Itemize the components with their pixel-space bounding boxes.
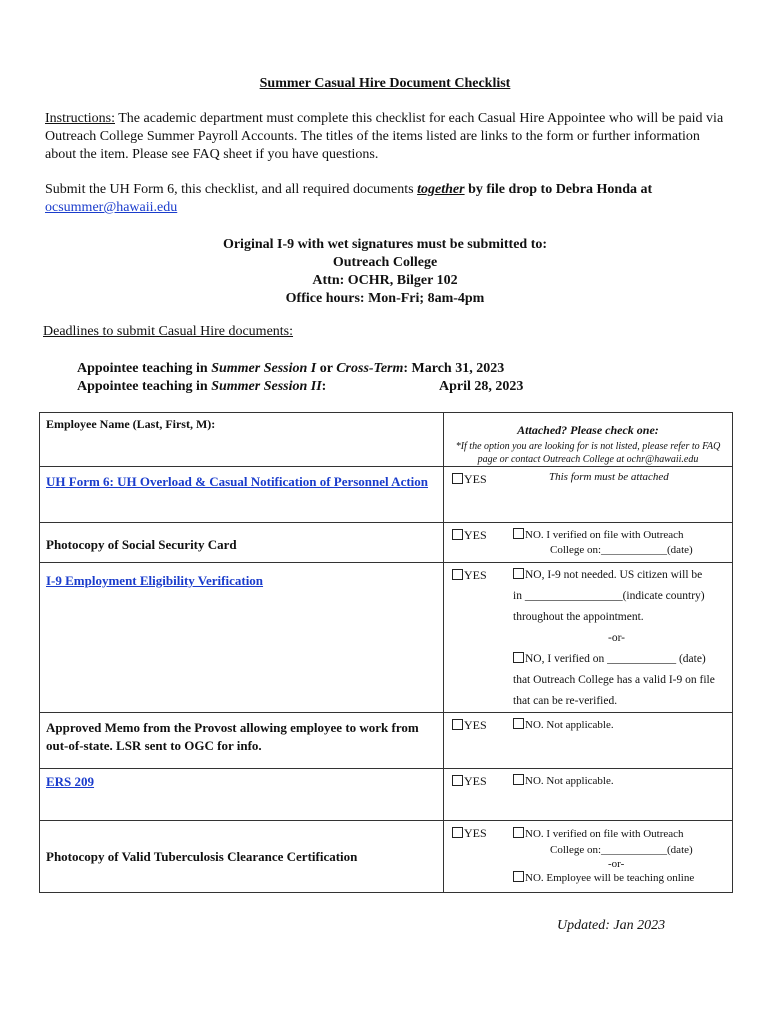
ers-link[interactable]: ERS 209 (46, 774, 95, 789)
form6-yes-cell (444, 467, 500, 523)
deadline-row-2-colon: : (321, 379, 327, 394)
i9-country-line: in _________________(indicate country) (513, 590, 705, 602)
memo-no-cell (499, 713, 733, 769)
table-row (40, 467, 733, 523)
i9-yes-label: YES (464, 568, 487, 582)
memo-cell (40, 713, 444, 769)
tb-yes-label: YES (464, 826, 487, 840)
i9-or-text: -or- (608, 632, 626, 644)
i9-no-citizen-option: NO, I-9 not needed. US citizen will be (525, 569, 703, 581)
tb-no-online-checkbox[interactable] (513, 871, 524, 882)
tb-or-text: -or- (608, 858, 625, 870)
instructions-text: The academic department must complete this checklist for each Casual Hire Appointee who will be paid via Outreach College Summer Payroll Accounts. The titles of the items listed are links to the form or further information about the item. Please see FAQ sheet if you have questions. (45, 111, 724, 162)
deadline-row-1-colon: : (403, 361, 409, 376)
form6-note-cell (499, 467, 733, 523)
table-row (40, 563, 733, 713)
table-header-row (40, 413, 733, 467)
i9-mail-line1: Original I-9 with wet signatures must be submitted to: (222, 237, 548, 252)
tb-date-line: College on:____________(date) (550, 844, 693, 856)
ssc-yes-cell (444, 523, 500, 563)
updated-date: Updated: Jan 2023 (557, 918, 666, 933)
memo-label: Approved Memo from the Provost allowing employee to work from out-of-state. LSR sent to OGC for info. (46, 720, 419, 753)
attached-heading: Attached? Please check one: (517, 423, 659, 437)
document-title: Summer Casual Hire Document Checklist (259, 76, 511, 91)
tb-no-verified-checkbox[interactable] (513, 827, 524, 838)
attached-note: *If the option you are looking for is not listed, please refer to FAQ page or contact Outreach College at ochr@hawaii.edu (455, 441, 721, 465)
i9-no-verified-checkbox[interactable] (513, 652, 524, 663)
form6-note: This form must be attached (549, 471, 669, 483)
ssc-no-option: NO. I verified on file with Outreach (525, 529, 684, 541)
ssc-no-checkbox[interactable] (513, 528, 524, 539)
deadline-row-1-or: or (316, 361, 337, 376)
table-row (40, 821, 733, 893)
ssc-yes-label: YES (464, 528, 487, 542)
i9-valid-line: that Outreach College has a valid I-9 on file (513, 674, 715, 686)
i9-no-verified-option: NO, I verified on ____________ (date) (525, 653, 706, 665)
employee-name-label: Employee Name (Last, First, M): (46, 417, 216, 431)
ssc-cell (40, 523, 444, 563)
deadlines-heading: Deadlines to submit Casual Hire documents: (43, 324, 294, 339)
i9-yes-checkbox[interactable] (452, 569, 463, 580)
deadline-row-2-prefix: Appointee teaching in (77, 379, 212, 394)
memo-no-checkbox[interactable] (513, 718, 524, 729)
i9-mail-line4: Office hours: Mon-Fri; 8am-4pm (285, 291, 485, 306)
deadline-row-1-cross: Cross-Term (336, 361, 404, 376)
i9-link[interactable]: I-9 Employment Eligibility Verification (46, 573, 264, 588)
deadline-row-2 (77, 379, 326, 395)
tb-yes-checkbox[interactable] (452, 827, 463, 838)
deadline-row-1-session: Summer Session I (211, 361, 317, 376)
memo-no-option: NO. Not applicable. (525, 719, 614, 731)
submit-together: together (417, 182, 465, 197)
ers-cell (40, 769, 444, 821)
deadline-row-2-date: April 28, 2023 (439, 379, 524, 394)
submit-middle: by file drop to Debra Honda at (464, 182, 653, 197)
deadline-row-2-session: Summer Session II (211, 379, 322, 394)
form6-link[interactable]: UH Form 6: UH Overload & Casual Notification of Personnel Action (46, 474, 429, 489)
tb-no-verified-option: NO. I verified on file with Outreach (525, 828, 684, 840)
i9-mailing-address (0, 236, 770, 308)
form6-yes-label: YES (464, 472, 487, 486)
tb-yes-cell (444, 821, 500, 893)
i9-reverified-line: that can be re-verified. (513, 695, 618, 707)
i9-mail-line3: Attn: OCHR, Bilger 102 (312, 273, 458, 288)
deadline-row-1-prefix: Appointee teaching in (77, 361, 212, 376)
memo-yes-checkbox[interactable] (452, 719, 463, 730)
ers-yes-label: YES (464, 774, 487, 788)
ssc-no-option-line2: College on:____________(date) (550, 544, 693, 556)
submit-email-link[interactable]: ocsummer@hawaii.edu (45, 200, 178, 215)
form6-cell (40, 467, 444, 523)
table-row (40, 523, 733, 563)
submit-paragraph (45, 181, 725, 217)
document-checklist-table (39, 412, 733, 893)
i9-yes-cell (444, 563, 500, 713)
memo-yes-cell (444, 713, 500, 769)
ers-yes-checkbox[interactable] (452, 775, 463, 786)
form6-yes-checkbox[interactable] (452, 473, 463, 484)
employee-name-cell (40, 413, 444, 467)
tb-options-cell (499, 821, 733, 893)
i9-appointment-line: throughout the appointment. (513, 611, 644, 623)
ers-yes-cell (444, 769, 500, 821)
table-row (40, 769, 733, 821)
attached-header-cell (444, 413, 733, 467)
submit-prefix: Submit the UH Form 6, this checklist, and all required documents (45, 182, 418, 197)
ers-no-option: NO. Not applicable. (525, 775, 614, 787)
ers-no-checkbox[interactable] (513, 774, 524, 785)
table-row (40, 713, 733, 769)
i9-cell (40, 563, 444, 713)
deadline-row-1-date: March 31, 2023 (411, 361, 505, 376)
deadline-row-1 (77, 361, 504, 377)
ssc-no-cell (499, 523, 733, 563)
i9-no-citizen-checkbox[interactable] (513, 568, 524, 579)
tb-label: Photocopy of Valid Tuberculosis Clearance Certification (46, 849, 358, 864)
i9-mail-line2: Outreach College (332, 255, 438, 270)
ssc-label: Photocopy of Social Security Card (46, 537, 237, 552)
memo-yes-label: YES (464, 718, 487, 732)
ers-no-cell (499, 769, 733, 821)
instructions-label: Instructions: (45, 111, 115, 126)
tb-no-online-option: NO. Employee will be teaching online (525, 872, 695, 884)
instructions-paragraph (45, 110, 725, 164)
tb-cell (40, 821, 444, 893)
ssc-yes-checkbox[interactable] (452, 529, 463, 540)
i9-options-cell (499, 563, 733, 713)
